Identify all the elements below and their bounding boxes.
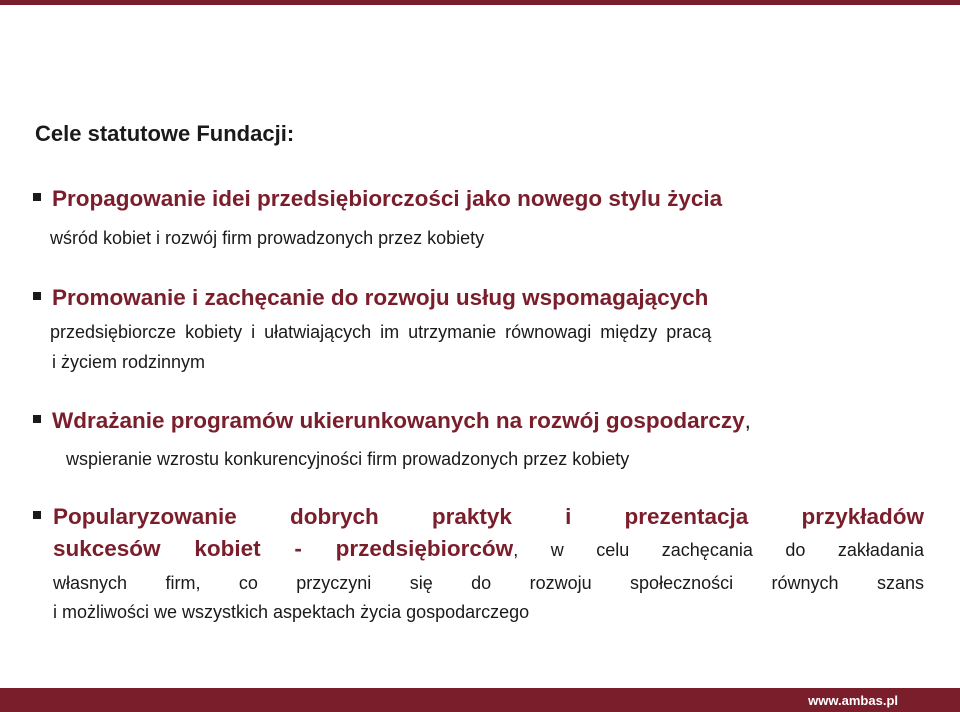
goal-3-title: Wdrażanie programów ukierunkowanych na rozwój gospodarczy, — [33, 408, 751, 434]
page-heading: Cele statutowe Fundacji: — [35, 121, 295, 146]
bullet-square-icon — [33, 193, 41, 201]
footer-bar — [0, 688, 960, 712]
goal-1-description: wśród kobiet i rozwój firm prowadzonych przez kobiety — [50, 228, 485, 248]
top-accent-bar — [0, 0, 960, 5]
bullet-square-icon — [33, 415, 41, 423]
goal-4-title-line-2: sukcesów kobiet - przedsiębiorców, w celu zachęcania do zakładania — [53, 536, 924, 561]
goal-3-description: wspieranie wzrostu konkurencyjności firm prowadzonych przez kobiety — [66, 449, 630, 469]
goal-1-title: Propagowanie idei przedsiębiorczości jako nowego stylu życia — [33, 186, 722, 212]
goal-2-description-line-2: i życiem rodzinnym — [52, 352, 206, 372]
goal-4-description-line-2: i możliwości we wszystkich aspektach życia gospodarczego — [53, 602, 530, 622]
goal-4-bullet — [33, 504, 52, 530]
footer-url: www.ambas.pl — [808, 693, 898, 708]
bullet-square-icon — [33, 511, 41, 519]
goal-4-title-line-1: Popularyzowanie dobrych praktyk i prezentacja przykładów — [53, 504, 924, 529]
bullet-square-icon — [33, 292, 41, 300]
goal-2-description-line-1: przedsiębiorcze kobiety i ułatwiających im utrzymanie równowagi między pracą — [50, 322, 712, 342]
goal-4-description-line-1: własnych firm, co przyczyni się do rozwoju społeczności równych szans — [53, 573, 924, 593]
goal-2-title: Promowanie i zachęcanie do rozwoju usług wspomagających — [33, 285, 708, 311]
